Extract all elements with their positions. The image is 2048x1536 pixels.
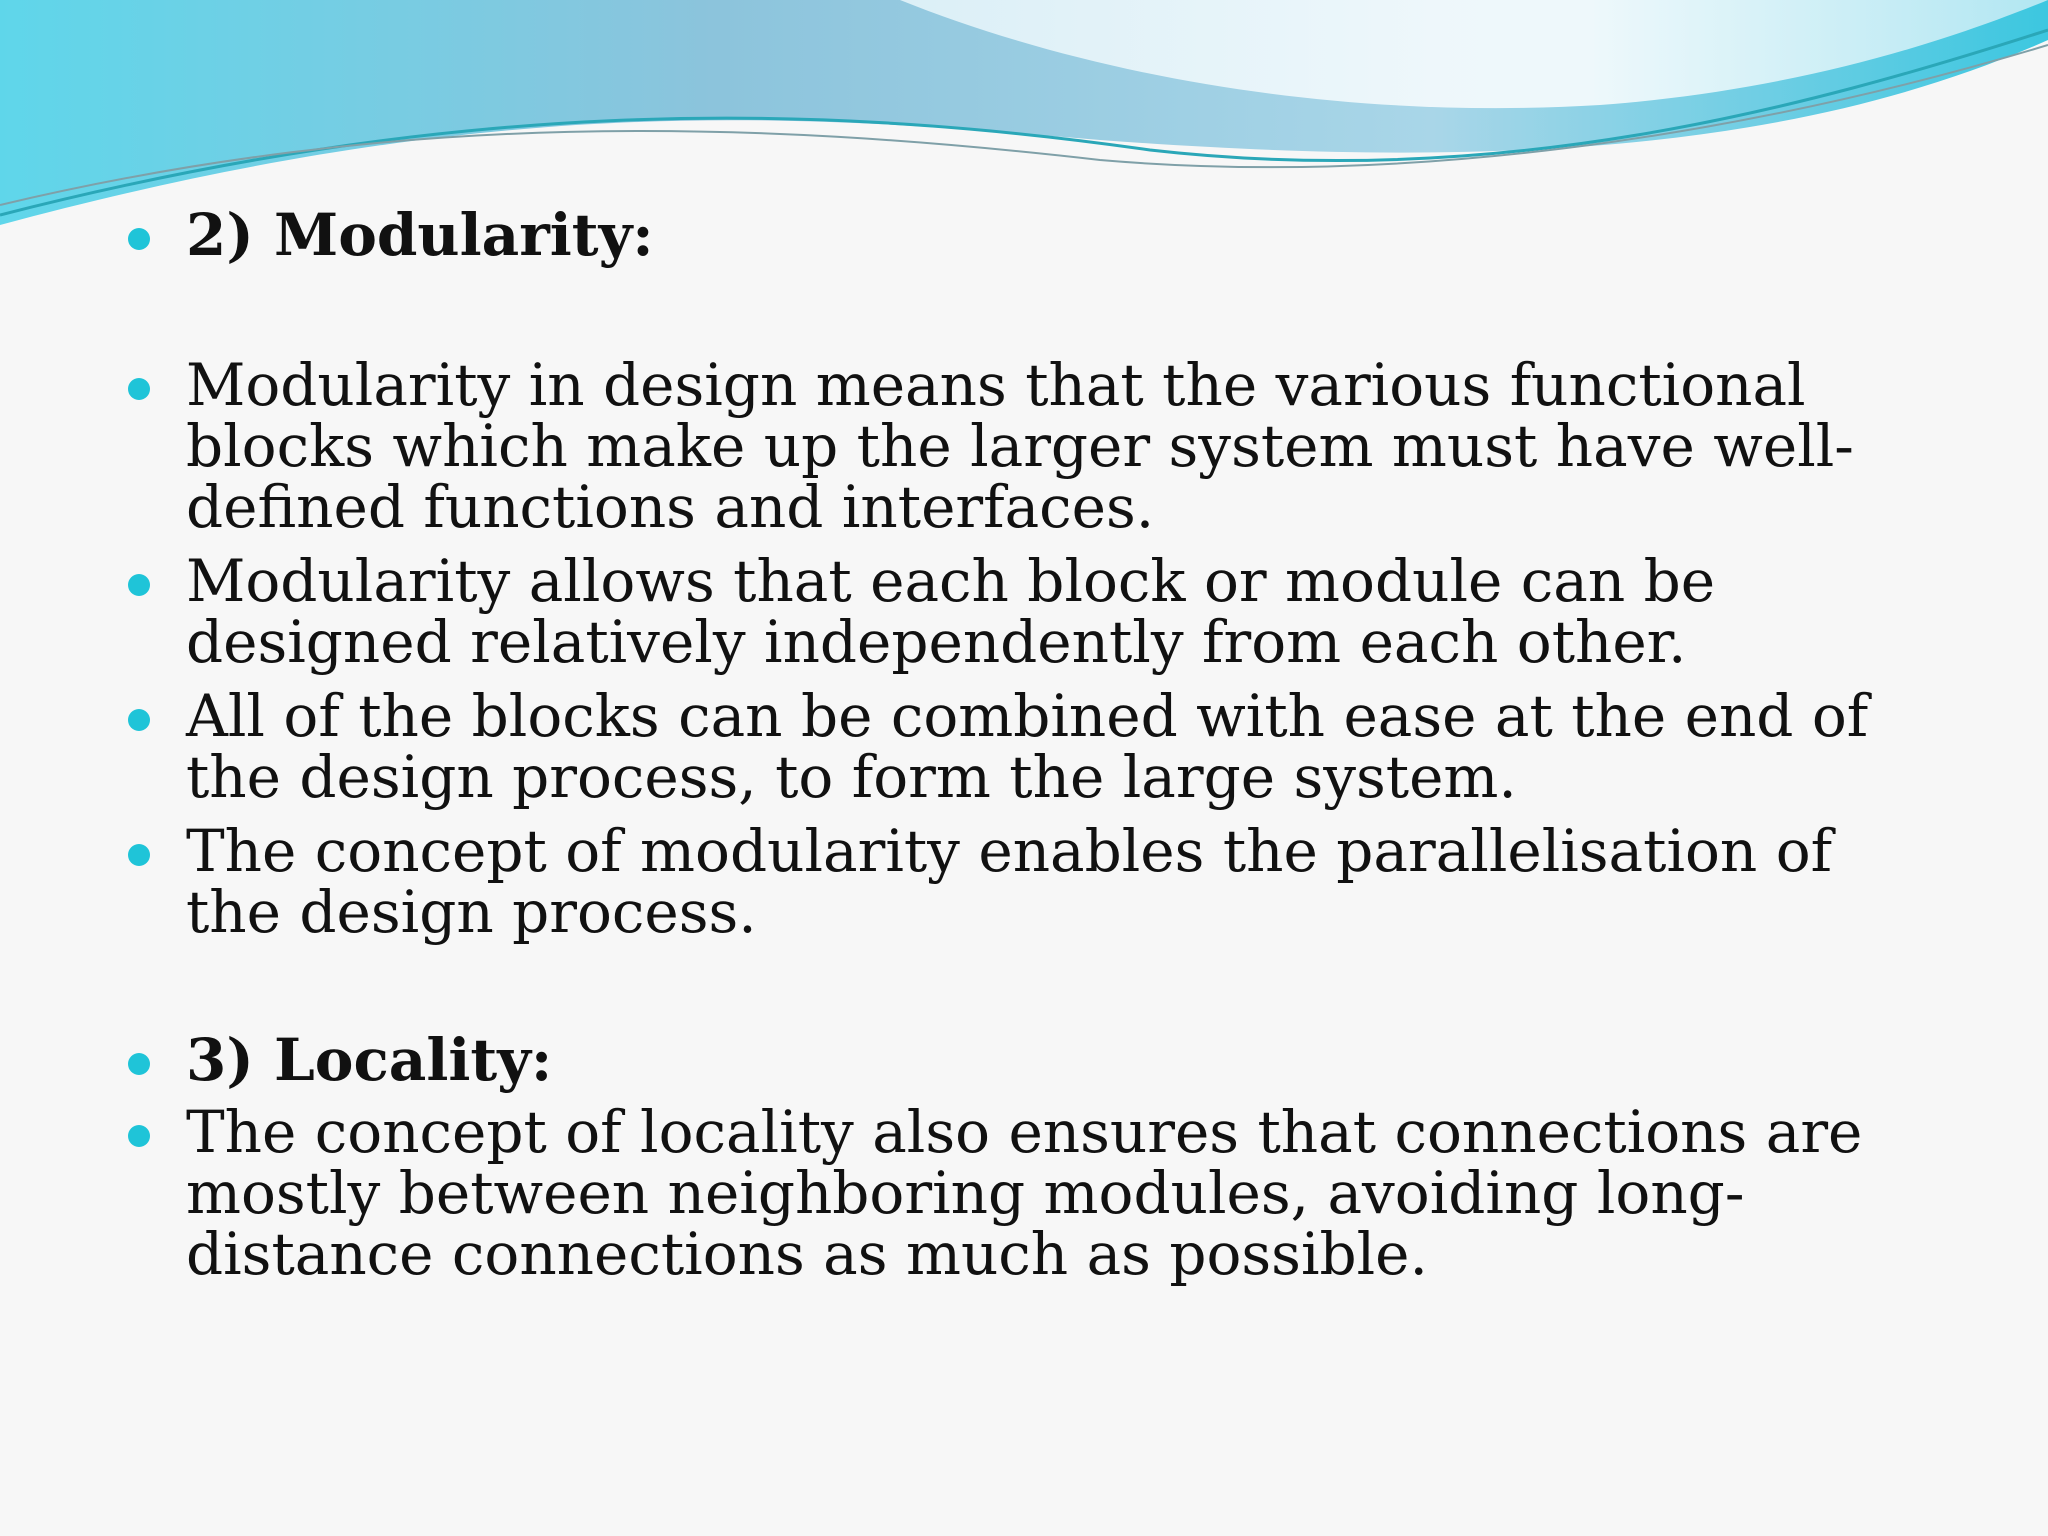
- bullet-text: 3) Locality:: [186, 1026, 553, 1094]
- bullet-dot-icon: [128, 1125, 150, 1147]
- bullet-text: The concept of modularity enables the parallelisation of the design process.: [186, 817, 1833, 946]
- bullet-item: [128, 1098, 1928, 1288]
- bullet-dot-icon: [128, 574, 150, 596]
- bullet-item: [128, 547, 1928, 676]
- bullet-heading-locality: [128, 1026, 1928, 1094]
- bullet-dot-icon: [128, 1053, 150, 1075]
- bullet-dot-icon: [128, 844, 150, 866]
- bullet-text: The concept of locality also ensures that connections are mostly between neighboring modules, avoiding long-distance connections as much as possible.: [186, 1098, 1863, 1288]
- bullet-item: [128, 351, 1928, 541]
- bullet-dot-icon: [128, 378, 150, 400]
- bullet-text: Modularity allows that each block or module can be designed relatively independently from each other.: [186, 547, 1716, 676]
- bullet-text: All of the blocks can be combined with ease at the end of the design process, to form the large system.: [186, 682, 1869, 811]
- bullet-dot-icon: [128, 709, 150, 731]
- bullet-text: 2) Modularity:: [186, 201, 654, 269]
- bullet-dot-icon: [128, 228, 150, 250]
- bullet-list: [128, 201, 1928, 1288]
- bullet-text: Modularity in design means that the various functional blocks which make up the larger system must have well-defined functions and interfaces.: [186, 351, 1854, 541]
- bullet-item: [128, 682, 1928, 811]
- bullet-heading-modularity: [128, 201, 1928, 269]
- bullet-item: [128, 817, 1928, 946]
